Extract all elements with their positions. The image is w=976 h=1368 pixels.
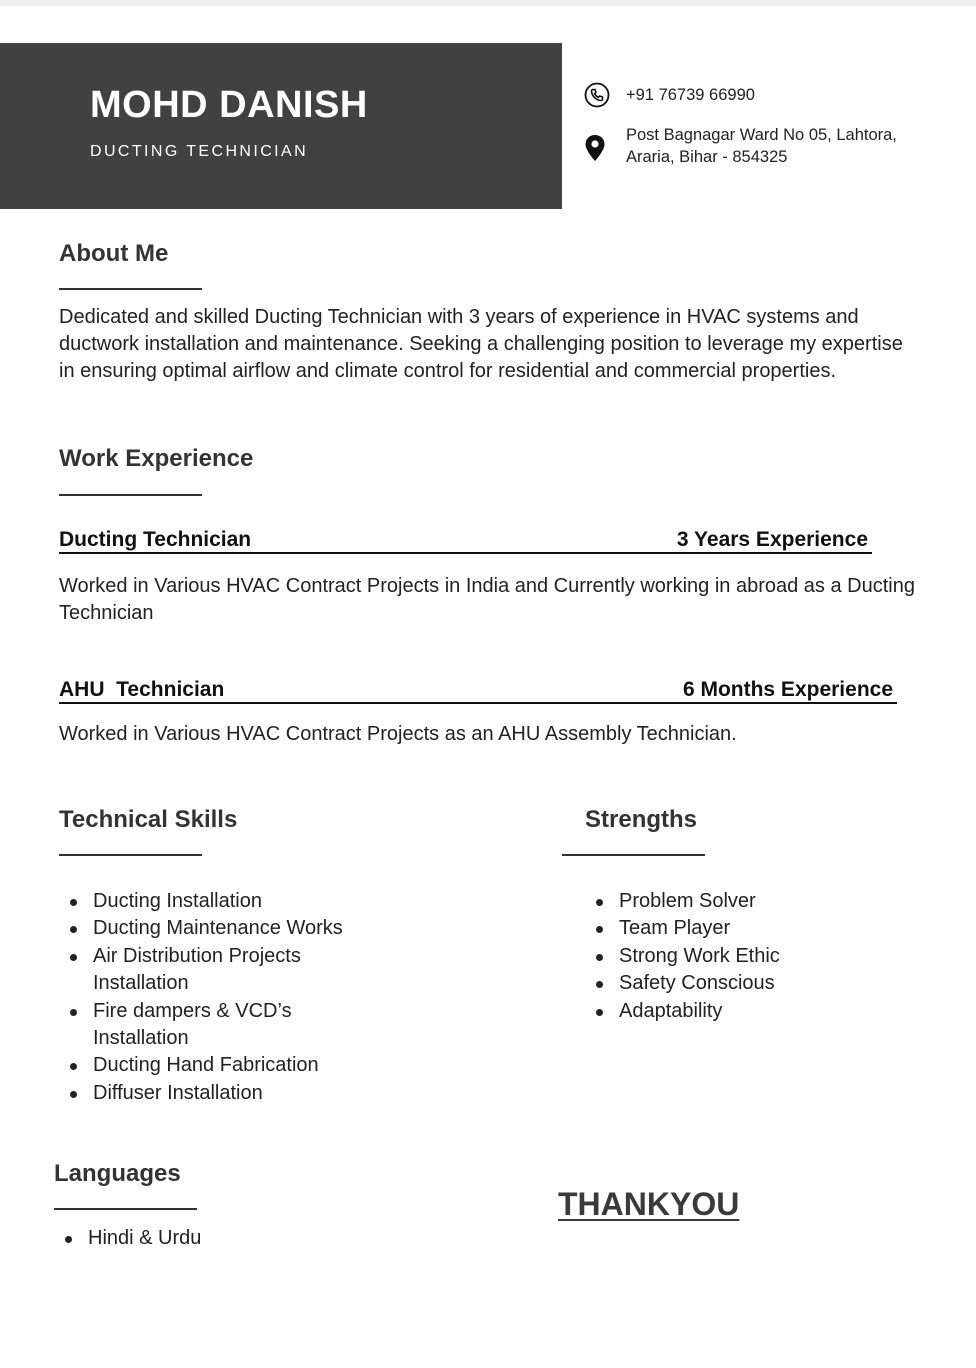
work-rule — [59, 494, 202, 496]
list-item: Problem Solver — [585, 888, 925, 915]
job-title: AHU Technician — [59, 678, 225, 701]
work-title: Work Experience — [59, 445, 254, 472]
languages-list — [54, 1225, 354, 1252]
strengths-rule — [562, 854, 705, 856]
candidate-role: DUCTING TECHNICIAN — [90, 143, 309, 160]
skills-rule — [59, 854, 202, 856]
closing-thankyou: THANKYOU — [558, 1186, 740, 1222]
job-header-ducting — [59, 526, 872, 554]
job-description: Worked in Various HVAC Contract Projects in India and Currently working in abroad as a Ducting Technician — [59, 575, 915, 624]
address-line-1: Post Bagnagar Ward No 05, Lahtora, — [626, 126, 897, 144]
list-item: Air Distribution Projects Installation — [59, 943, 419, 998]
about-title: About Me — [59, 240, 169, 267]
address — [626, 124, 897, 168]
list-item: Ducting Installation — [59, 888, 419, 915]
job-description: Worked in Various HVAC Contract Projects as an AHU Assembly Technician. — [59, 723, 737, 745]
list-item: Fire dampers & VCD’s Installation — [59, 998, 419, 1053]
skills-list — [59, 888, 419, 1107]
list-item: Ducting Hand Fabrication — [59, 1052, 419, 1079]
list-item: Diffuser Installation — [59, 1080, 419, 1107]
job-duration: 3 Years Experience — [676, 528, 868, 551]
list-item: Strong Work Ethic — [585, 943, 925, 970]
location-pin-icon — [584, 134, 606, 162]
list-item: Hindi & Urdu — [54, 1225, 354, 1252]
list-item: Safety Conscious — [585, 970, 925, 997]
strengths-list — [585, 888, 925, 1025]
job-title: Ducting Technician — [59, 528, 252, 551]
list-item: Ducting Maintenance Works — [59, 915, 419, 942]
strengths-title: Strengths — [585, 806, 698, 833]
candidate-name: MOHD DANISH — [90, 84, 368, 126]
list-item: Adaptability — [585, 998, 925, 1025]
job-header-ahu — [59, 676, 897, 704]
top-strip — [0, 0, 976, 6]
about-text: Dedicated and skilled Ducting Technician with 3 years of experience in HVAC systems and ductwork installation and maintenance. Seeking a challenging position to leverage my expertise in ensuring optimal airflow and climate control for residential and commercial properties. — [59, 306, 903, 382]
about-rule — [59, 288, 202, 290]
job-duration: 6 Months Experience — [682, 678, 893, 701]
address-line-2: Araria, Bihar - 854325 — [626, 148, 788, 166]
languages-title: Languages — [54, 1160, 181, 1187]
phone-number: +91 76739 66990 — [626, 86, 755, 104]
phone-icon — [584, 82, 610, 108]
list-item: Team Player — [585, 915, 925, 942]
skills-title: Technical Skills — [59, 806, 238, 833]
languages-rule — [54, 1208, 197, 1210]
